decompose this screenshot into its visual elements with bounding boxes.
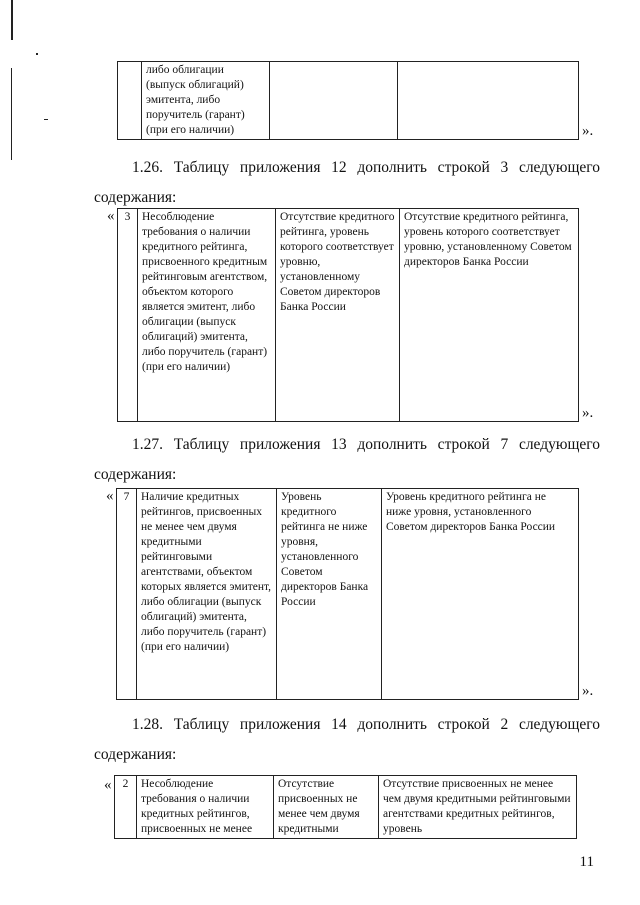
scan-margin-tick [44,119,48,120]
table-appendix-13-row-7 [116,488,579,700]
paragraph-1-28 [94,710,600,770]
table-appendix-14-row-2 [114,775,577,839]
table-row [117,489,579,700]
table-continuation [117,61,579,140]
paragraph-text-continued: содержания: [94,466,177,483]
closing-quote: ». [582,683,594,699]
closing-quote: ». [582,405,594,421]
opening-quote: « [107,208,115,224]
paragraph-1-26 [94,153,600,213]
paragraph-text: 1.27. Таблицу приложения 13 дополнить строкой 7 следующего [132,436,600,453]
table-cell-requirement [398,62,579,140]
scan-margin-line-mid [11,68,12,160]
opening-quote: « [106,488,114,504]
table-cell-number [118,62,142,140]
table-cell-number: 7 [117,489,137,700]
page-number: 11 [579,854,594,870]
table-cell-violation: либо облигации (выпуск облигаций) эмитента, либо поручитель (гарант) (при его наличии) [142,62,270,140]
table-cell-violation: Несоблюдение требования о наличии кредитных рейтингов, присвоенных не менее [137,776,274,839]
table-cell-number: 3 [118,209,138,422]
paragraph-text: 1.26. Таблицу приложения 12 дополнить строкой 3 следующего [132,159,600,176]
paragraph-text: 1.28. Таблицу приложения 14 дополнить строкой 2 следующего [132,716,600,733]
table-cell-condition: Уровень кредитного рейтинга не ниже уровня, установленного Советом директоров Банка России [277,489,382,700]
table-cell-requirement: Отсутствие кредитного рейтинга, уровень которого соответствует уровню, установленному Советом директоров Банка России [400,209,579,422]
table-cell-number: 2 [115,776,137,839]
paragraph-text-continued: содержания: [94,189,177,206]
table-cell-violation: Несоблюдение требования о наличии кредитного рейтинга, присвоенного кредитным рейтинговым агентством, объектом которого является эмитент, либо облигации (выпуск облигаций) эмитента, либо поручитель (гарант) (при его наличии) [138,209,276,422]
table-cell-violation: Наличие кредитных рейтингов, присвоенных не менее чем двумя кредитными рейтинговыми агентствами, объектом которых является эмитент, либо облигации (выпуск облигаций) эмитента, либо поручитель (гарант) (при его наличии) [137,489,277,700]
opening-quote: « [104,777,112,793]
table-cell-condition [270,62,398,140]
closing-quote: ». [582,123,594,139]
table-row [118,209,579,422]
table-cell-requirement: Отсутствие присвоенных не менее чем двумя кредитными рейтинговыми агентствами кредитных рейтингов, уровень [379,776,577,839]
table-row [118,62,579,140]
table-cell-requirement: Уровень кредитного рейтинга не ниже уровня, установленного Советом директоров Банка России [382,489,579,700]
paragraph-text-continued: содержания: [94,746,177,763]
table-cell-condition: Отсутствие присвоенных не менее чем двумя кредитными [274,776,379,839]
scan-margin-line-top [11,0,13,40]
table-cell-condition: Отсутствие кредитного рейтинга, уровень которого соответствует уровню, установленному Советом директоров Банка России [276,209,400,422]
table-row [115,776,577,839]
table-appendix-12-row-3 [117,208,579,422]
scan-margin-dot [36,53,38,55]
paragraph-1-27 [94,430,600,490]
